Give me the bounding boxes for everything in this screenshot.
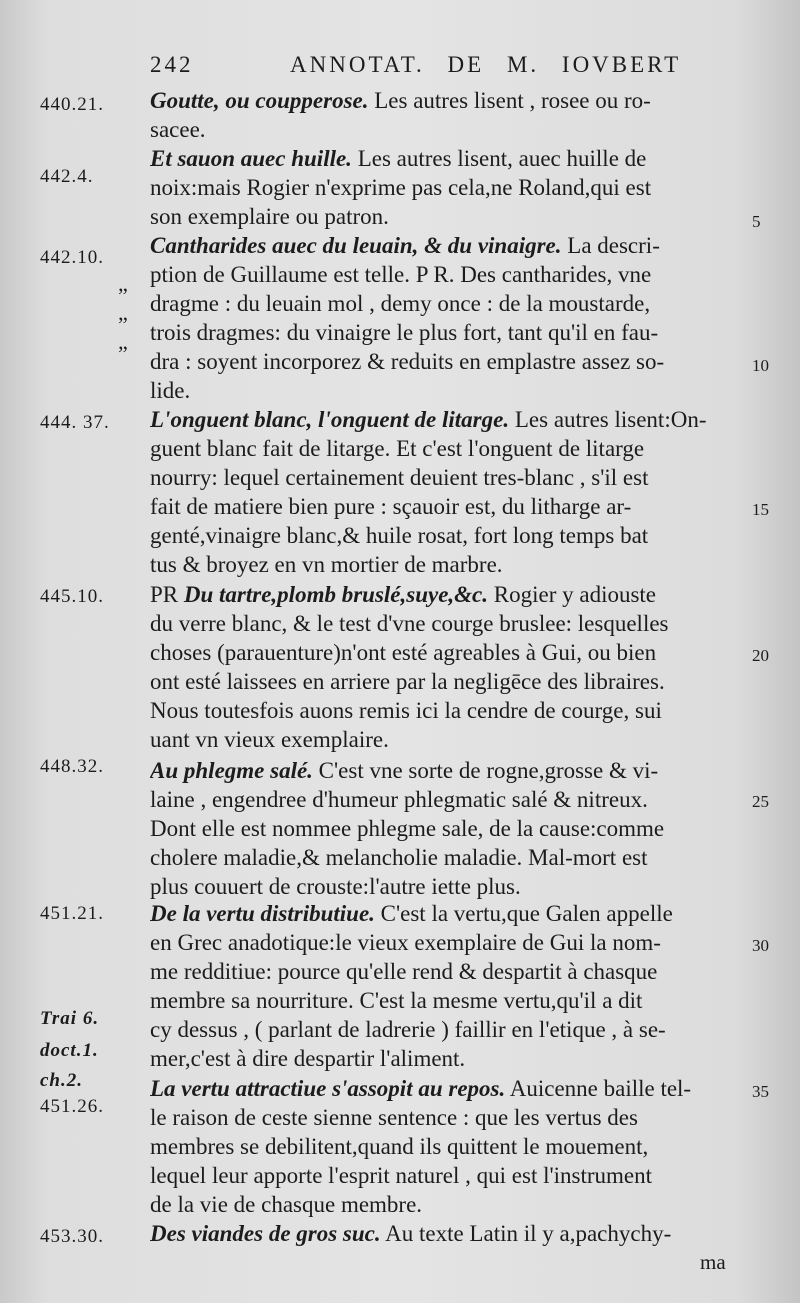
- lemma: De la vertu distributiue.: [150, 901, 375, 926]
- text-line: mer,c'est à dire despartir l'aliment.: [150, 1046, 466, 1071]
- lemma: Des viandes de gros suc.: [150, 1221, 381, 1246]
- text-line: plus couuert de crouste:l'autre iette plus.: [150, 874, 521, 899]
- text-line: noix:mais Rogier n'exprime pas cela,ne Roland,qui est: [150, 175, 652, 200]
- text-line: Goutte, ou coupperose. Les autres lisent , rosee ou ro-: [150, 88, 651, 113]
- line-number: 35: [752, 1082, 769, 1101]
- line-number: 20: [752, 646, 769, 665]
- text-line: uant vn vieux exemplaire.: [150, 727, 389, 752]
- text-line: son exemplaire ou patron.: [150, 204, 389, 229]
- text-line: De la vertu distributiue. C'est la vertu,que Galen appelle: [150, 901, 673, 926]
- line-number: 10: [752, 356, 769, 375]
- text-line: Des viandes de gros suc. Au texte Latin il y a,pachychy-: [150, 1221, 672, 1246]
- annotation-entry: [150, 231, 760, 405]
- annotation-entry: [150, 144, 760, 231]
- text-line: Dont elle est nommee phlegme sale, de la cause:comme: [150, 816, 665, 841]
- text-line: membres se debilitent,quand ils quittent le mouement,: [150, 1134, 649, 1159]
- text-line: tus & broyez en vn mortier de marbre.: [150, 552, 503, 577]
- text-line: en Grec anadotique:le vieux exemplaire de Gui la nom-: [150, 930, 661, 955]
- text-line: le raison de ceste sienne sentence : que les vertus des: [150, 1105, 638, 1130]
- lemma: La vertu attractiue s'assopit au repos.: [150, 1076, 506, 1101]
- text-line: cy dessus , ( parlant de ladrerie ) faillir en l'etique , à se-: [150, 1017, 666, 1042]
- lemma: Au phlegme salé.: [150, 758, 313, 783]
- text-line: fait de matiere bien pure : sçauoir est, du litharge ar-: [150, 494, 632, 519]
- text-line: du verre blanc, & le test d'vne courge bruslee: lesquelles: [150, 611, 669, 636]
- text-line: lequel leur apporte l'esprit naturel , qui est l'instrument: [150, 1163, 653, 1188]
- text-line: sacee.: [150, 117, 206, 142]
- margin-ref: 440.21.: [40, 94, 104, 115]
- lemma: L'onguent blanc, l'onguent de litarge.: [150, 407, 510, 432]
- line-number: 15: [752, 500, 769, 519]
- margin-ref: 442.10.: [40, 247, 104, 268]
- text-line: de la vie de chasque membre.: [150, 1192, 423, 1217]
- text-line: choses (parauenture)n'ont esté agreables à Gui, ou bien: [150, 640, 657, 665]
- text-line: ption de Guillaume est telle. P R. Des cantharides, vne: [150, 262, 652, 287]
- text-line: membre sa nourriture. C'est la mesme vertu,qu'il a dit: [150, 988, 643, 1013]
- annotation-entry: [150, 86, 760, 144]
- margin-ref: 442.4.: [40, 166, 94, 187]
- quotation-mark: ”: [118, 312, 128, 337]
- text-line: Nous toutesfois auons remis ici la cendre de courge, sui: [150, 698, 662, 723]
- text-line: L'onguent blanc, l'onguent de litarge. Les autres lisent:On-: [150, 407, 707, 432]
- lemma: Cantharides auec du leuain, & du vinaigre.: [150, 233, 562, 258]
- margin-ref: 453.30.: [40, 1226, 104, 1247]
- annotation-entry: [150, 1219, 760, 1248]
- annotation-entry: [150, 405, 760, 579]
- running-header: [140, 52, 780, 82]
- text-line: laine , engendree d'humeur phlegmatic salé & nitreux.: [150, 787, 648, 812]
- text-line: me redditiue: pource qu'elle rend & despartit à chasque: [150, 959, 658, 984]
- running-title: ANNOTAT. DE M. IOVBERT: [290, 52, 682, 77]
- text-line: genté,vinaigre blanc,& huile rosat, fort long temps bat: [150, 523, 649, 548]
- line-number: 30: [752, 936, 769, 955]
- margin-ref: 444. 37.: [40, 412, 110, 433]
- text-line: guent blanc fait de litarge. Et c'est l'onguent de litarge: [150, 436, 645, 461]
- annotation-entry: [150, 756, 760, 901]
- catchword: ma: [700, 1250, 726, 1274]
- annotation-entry: [150, 899, 760, 1073]
- text-line: Et sauon auec huille. Les autres lisent, auec huille de: [150, 146, 647, 171]
- lemma: Du tartre,plomb bruslé,suye,&c.: [183, 582, 489, 607]
- lemma: Et sauon auec huille.: [150, 146, 352, 171]
- line-number: 5: [752, 212, 761, 231]
- text-line: dragme : du leuain mol , demy once : de la moustarde,: [150, 291, 651, 316]
- line-number: 25: [752, 792, 769, 811]
- margin-ref: 448.32.: [40, 756, 104, 777]
- text-line: cholere maladie,& melancholie maladie. Mal-mort est: [150, 845, 648, 870]
- margin-ref: 451.21.: [40, 903, 104, 924]
- margin-ref: 445.10.: [40, 586, 104, 607]
- side-note-line: ch.2.: [40, 1070, 83, 1091]
- text-line: nourry: lequel certainement deuient tres-blanc , s'il est: [150, 465, 649, 490]
- quotation-mark: ”: [118, 283, 128, 308]
- text-line: ont esté laissees en arriere par la negligēce des libraires.: [150, 669, 665, 694]
- annotation-entry: [150, 580, 760, 754]
- page-number: 242: [150, 52, 194, 77]
- text-line: trois dragmes: du vinaigre le plus fort, tant qu'il en fau-: [150, 320, 659, 345]
- quotation-mark: ”: [118, 341, 128, 366]
- lemma: Goutte, ou coupperose.: [150, 88, 369, 113]
- text-line: lide.: [150, 378, 191, 403]
- text-line: Au phlegme salé. C'est vne sorte de rogne,grosse & vi-: [150, 758, 659, 783]
- side-note-line: Trai 6.: [40, 1008, 100, 1029]
- text-line: PR Du tartre,plomb bruslé,suye,&c. Rogier y adiouste: [150, 582, 657, 607]
- margin-ref: 451.26.: [40, 1096, 104, 1117]
- text-line: Cantharides auec du leuain, & du vinaigre. La descri-: [150, 233, 660, 258]
- annotation-entry: [150, 1074, 760, 1219]
- text-line: dra : soyent incorporez & reduits en emplastre assez so-: [150, 349, 665, 374]
- side-note-line: doct.1.: [40, 1040, 99, 1061]
- text-line: La vertu attractiue s'assopit au repos. Auicenne baille tel-: [150, 1076, 692, 1101]
